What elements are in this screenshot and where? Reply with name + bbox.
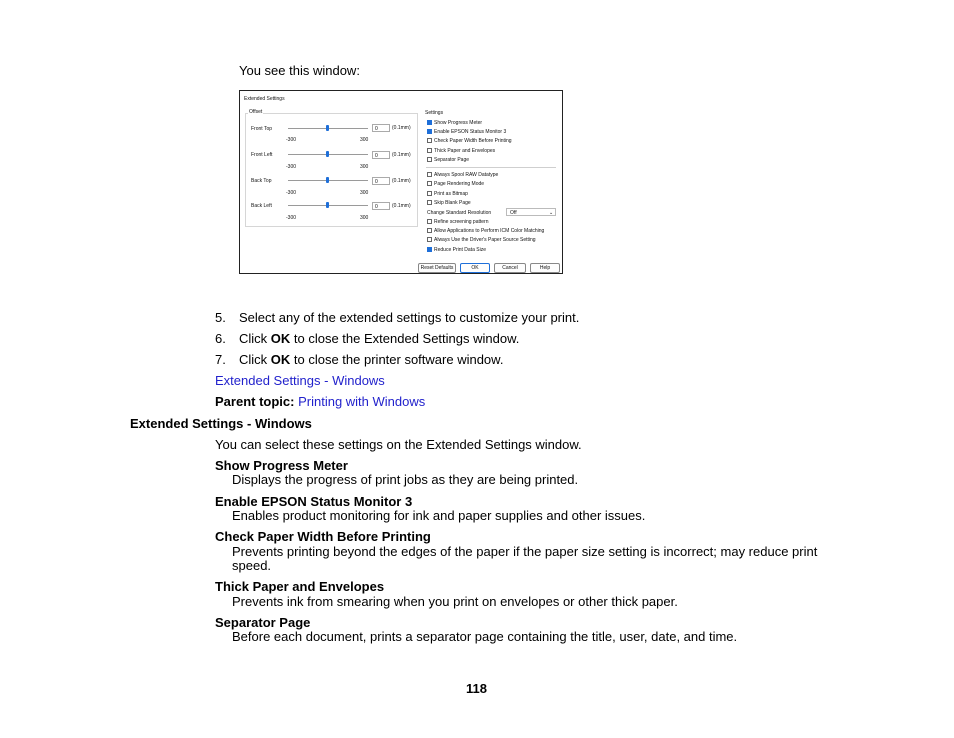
definition-desc: Before each document, prints a separator page containing the title, user, date, and time.: [232, 629, 738, 644]
checkbox-reduce-print-data[interactable]: [427, 247, 432, 252]
checkbox-label: Check Paper Width Before Printing: [434, 138, 512, 144]
checkbox-label: Show Progress Meter: [434, 120, 483, 126]
checkbox-show-progress-meter[interactable]: [427, 120, 432, 125]
step-number: 6.: [215, 331, 226, 346]
checkbox-label: Thick Paper and Envelopes: [434, 148, 496, 154]
offset-label-back-top: Back Top: [251, 178, 272, 184]
offset-label-front-top: Front Top: [251, 126, 273, 132]
related-link[interactable]: Extended Settings - Windows: [215, 373, 385, 388]
checkbox-label: Refine screening pattern: [434, 219, 489, 225]
step-number: 5.: [215, 310, 226, 325]
page-number: 118: [466, 681, 487, 696]
definition-term: Thick Paper and Envelopes: [215, 579, 385, 594]
front-left-unit: (0.1mm): [392, 152, 411, 158]
checkbox-label: Skip Blank Page: [434, 200, 471, 206]
settings-divider: [426, 167, 556, 168]
checkbox-enable-status-monitor[interactable]: [427, 129, 432, 134]
step-item: [215, 310, 580, 325]
back-left-max: 300: [360, 215, 369, 221]
checkbox-label: Print as Bitmap: [434, 191, 468, 197]
checkbox-label: Page Rendering Mode: [434, 181, 485, 187]
checkbox-skip-blank-page[interactable]: [427, 200, 432, 205]
settings-group-label: Settings: [425, 110, 444, 116]
back-left-min: -300: [286, 215, 297, 221]
checkbox-label: Enable EPSON Status Monitor 3: [434, 129, 507, 135]
step-number: 7.: [215, 352, 226, 367]
definition-desc: speed.: [232, 558, 272, 573]
cancel-button[interactable]: Cancel: [494, 263, 526, 273]
front-left-max: 300: [360, 164, 369, 170]
step-text: Select any of the extended settings to customize your print.: [239, 310, 580, 325]
intro-text: You see this window:: [239, 63, 360, 78]
extended-settings-dialog: [239, 90, 563, 274]
checkbox-label: Separator Page: [434, 157, 470, 163]
definition-term: Show Progress Meter: [215, 458, 348, 473]
checkbox-print-as-bitmap[interactable]: [427, 191, 432, 196]
offset-group-label: Offset: [249, 109, 263, 115]
ok-button[interactable]: OK: [460, 263, 490, 273]
back-left-spinbox[interactable]: 0: [372, 202, 390, 210]
offset-label-back-left: Back Left: [251, 203, 272, 209]
front-top-max: 300: [360, 137, 369, 143]
resolution-label: Change Standard Resolution: [427, 210, 492, 216]
definition-desc: Displays the progress of print jobs as they are being printed.: [232, 472, 579, 487]
dialog-title: Extended Settings: [244, 96, 285, 102]
back-top-slider-thumb[interactable]: [326, 177, 329, 183]
checkbox-label: Always Spool RAW Datatype: [434, 172, 499, 178]
definition-term: Check Paper Width Before Printing: [215, 529, 431, 544]
front-top-min: -300: [286, 137, 297, 143]
front-left-slider-thumb[interactable]: [326, 151, 329, 157]
parent-topic: [215, 394, 425, 409]
step-text: Click OK to close the Extended Settings window.: [239, 331, 520, 346]
checkbox-check-paper-width[interactable]: [427, 138, 432, 143]
back-left-unit: (0.1mm): [392, 203, 411, 209]
front-left-min: -300: [286, 164, 297, 170]
checkbox-always-use-paper-source[interactable]: [427, 237, 432, 242]
back-top-unit: (0.1mm): [392, 178, 411, 184]
checkbox-label: Always Use the Driver's Paper Source Setting: [434, 237, 536, 243]
back-left-slider-thumb[interactable]: [326, 202, 329, 208]
step-item: [215, 331, 520, 346]
checkbox-allow-icm[interactable]: [427, 228, 432, 233]
step-item: [215, 352, 504, 367]
definition-desc: Prevents printing beyond the edges of the paper if the paper size setting is incorrect; may reduce print: [232, 544, 818, 559]
definition-term: Separator Page: [215, 615, 311, 630]
resolution-select[interactable]: Off ⌄: [506, 208, 556, 216]
definition-desc: Enables product monitoring for ink and paper supplies and other issues.: [232, 508, 646, 523]
step-bold: OK: [270, 331, 291, 346]
section-intro: You can select these settings on the Extended Settings window.: [215, 437, 582, 452]
checkbox-label: Reduce Print Data Size: [434, 247, 486, 253]
back-top-spinbox[interactable]: 0: [372, 177, 390, 185]
chevron-down-icon: ⌄: [549, 210, 554, 216]
step-bold: OK: [270, 352, 291, 367]
front-top-spinbox[interactable]: 0: [372, 124, 390, 132]
step-text: Click OK to close the printer software window.: [239, 352, 504, 367]
checkbox-label: Allow Applications to Perform ICM Color Matching: [434, 228, 545, 234]
definition-desc: Prevents ink from smearing when you print on envelopes or other thick paper.: [232, 594, 678, 609]
checkbox-separator-page[interactable]: [427, 157, 432, 162]
front-left-spinbox[interactable]: 0: [372, 151, 390, 159]
checkbox-thick-paper[interactable]: [427, 148, 432, 153]
offset-label-front-left: Front Left: [251, 152, 273, 158]
back-top-min: -300: [286, 190, 297, 196]
back-top-max: 300: [360, 190, 369, 196]
checkbox-page-rendering-mode[interactable]: [427, 181, 432, 186]
checkbox-refine-screening[interactable]: [427, 219, 432, 224]
section-heading: Extended Settings - Windows: [130, 416, 312, 431]
front-top-unit: (0.1mm): [392, 125, 411, 131]
parent-topic-label: Parent topic:: [215, 394, 295, 409]
checkbox-always-spool-raw[interactable]: [427, 172, 432, 177]
definition-term: Enable EPSON Status Monitor 3: [215, 494, 413, 509]
help-button[interactable]: Help: [530, 263, 560, 273]
parent-topic-link[interactable]: Printing with Windows: [298, 394, 426, 409]
reset-defaults-button[interactable]: Reset Defaults: [418, 263, 456, 273]
front-top-slider-thumb[interactable]: [326, 125, 329, 131]
